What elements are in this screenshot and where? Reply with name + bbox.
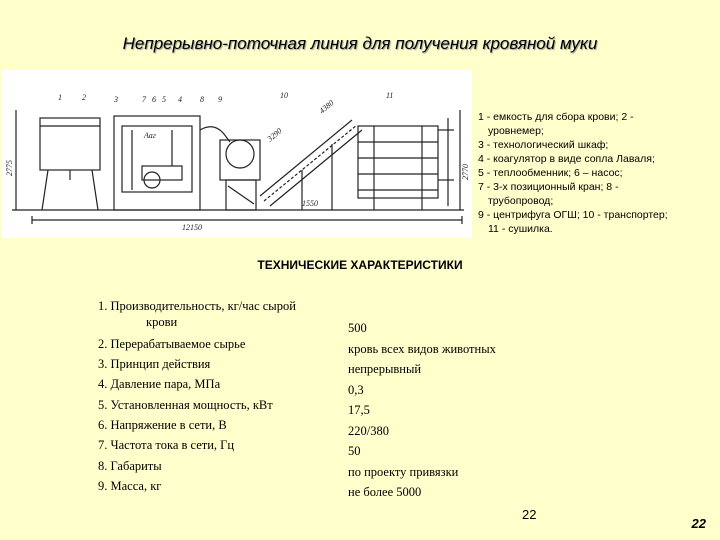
dim-height-right: 2770: [461, 164, 470, 180]
legend-item: 9 - центрифуга ОГШ; 10 - транспортер;: [478, 209, 668, 221]
spec-label-5: 5. Установленная мощность, кВт: [98, 398, 273, 412]
dim-length-a: 3290: [265, 126, 284, 144]
spec-value-1: 500: [348, 321, 367, 335]
spec-value-8: по проекту привязки: [348, 465, 459, 479]
dryer: [358, 126, 438, 198]
callout-4: 4: [178, 95, 182, 104]
spec-value-5: 17,5: [348, 403, 370, 417]
page-number-center: 22: [522, 507, 537, 522]
dim-overall-length: 12150: [182, 223, 202, 232]
callout-8: 8: [200, 95, 204, 104]
spec-value-6: 220/380: [348, 424, 389, 438]
callout-1: 1: [58, 93, 62, 102]
spec-label-text: 1. Производительность, кг/час сырой: [98, 299, 296, 313]
spec-value-2: кровь всех видов животных: [348, 342, 496, 356]
legend-item: 5 - теплообменник; 6 – насос;: [478, 167, 623, 179]
spec-label-8: 8. Габариты: [98, 459, 162, 473]
spec-label-cont: крови: [146, 315, 178, 329]
slide-title: Непрерывно-поточная линия для получения кровяной муки: [122, 34, 598, 53]
spec-label-9: 9. Масса, кг: [98, 479, 162, 493]
legend: [478, 110, 714, 236]
cabinet-label: Ааг: [144, 131, 156, 140]
spec-label-7: 7. Частота тока в сети, Гц: [98, 438, 235, 452]
dim-height-left: 2775: [5, 160, 14, 176]
callout-3: 3: [114, 95, 118, 104]
callout-6: 6: [152, 95, 156, 104]
process-cabinet: [114, 116, 200, 210]
page-number-corner: 22: [691, 516, 706, 531]
legend-item: уровнемер;: [488, 125, 544, 137]
callout-5: 5: [162, 95, 166, 104]
legend-item: 3 - технологический шкаф;: [478, 139, 609, 151]
dim-length-b: 4380: [317, 98, 336, 116]
spec-value-7: 50: [348, 444, 361, 458]
spec-label-3: 3. Принцип действия: [98, 357, 211, 371]
spec-label-6: 6. Напряжение в сети, В: [98, 418, 227, 432]
production-line-diagram: [2, 70, 472, 238]
dim-length-c: 1550: [302, 199, 318, 208]
callout-10: 10: [280, 91, 288, 100]
callout-11: 11: [386, 91, 394, 100]
legend-item: 7 - 3-х позиционный кран; 8 -: [478, 181, 619, 193]
callout-7: 7: [142, 95, 146, 104]
spec-value-3: непрерывный: [348, 362, 422, 376]
spec-value-9: не более 5000: [348, 485, 422, 499]
legend-item: 4 - коагулятор в виде сопла Лаваля;: [478, 153, 655, 165]
spec-label-2: 2. Перерабатываемое сырье: [98, 337, 246, 351]
centrifuge: [226, 140, 254, 168]
callout-9: 9: [218, 95, 222, 104]
legend-item: 11 - сушилка.: [488, 223, 553, 235]
spec-label-4: 4. Давление пара, МПа: [98, 377, 221, 391]
spec-label-1: [98, 298, 338, 330]
spec-value-4: 0,3: [348, 383, 364, 397]
callout-2: 2: [82, 93, 86, 102]
tech-specs-heading: ТЕХНИЧЕСКИЕ ХАРАКТЕРИСТИКИ: [257, 258, 463, 272]
legend-item: 1 - емкость для сбора крови; 2 -: [478, 111, 634, 123]
legend-item: трубопровод;: [488, 195, 554, 207]
